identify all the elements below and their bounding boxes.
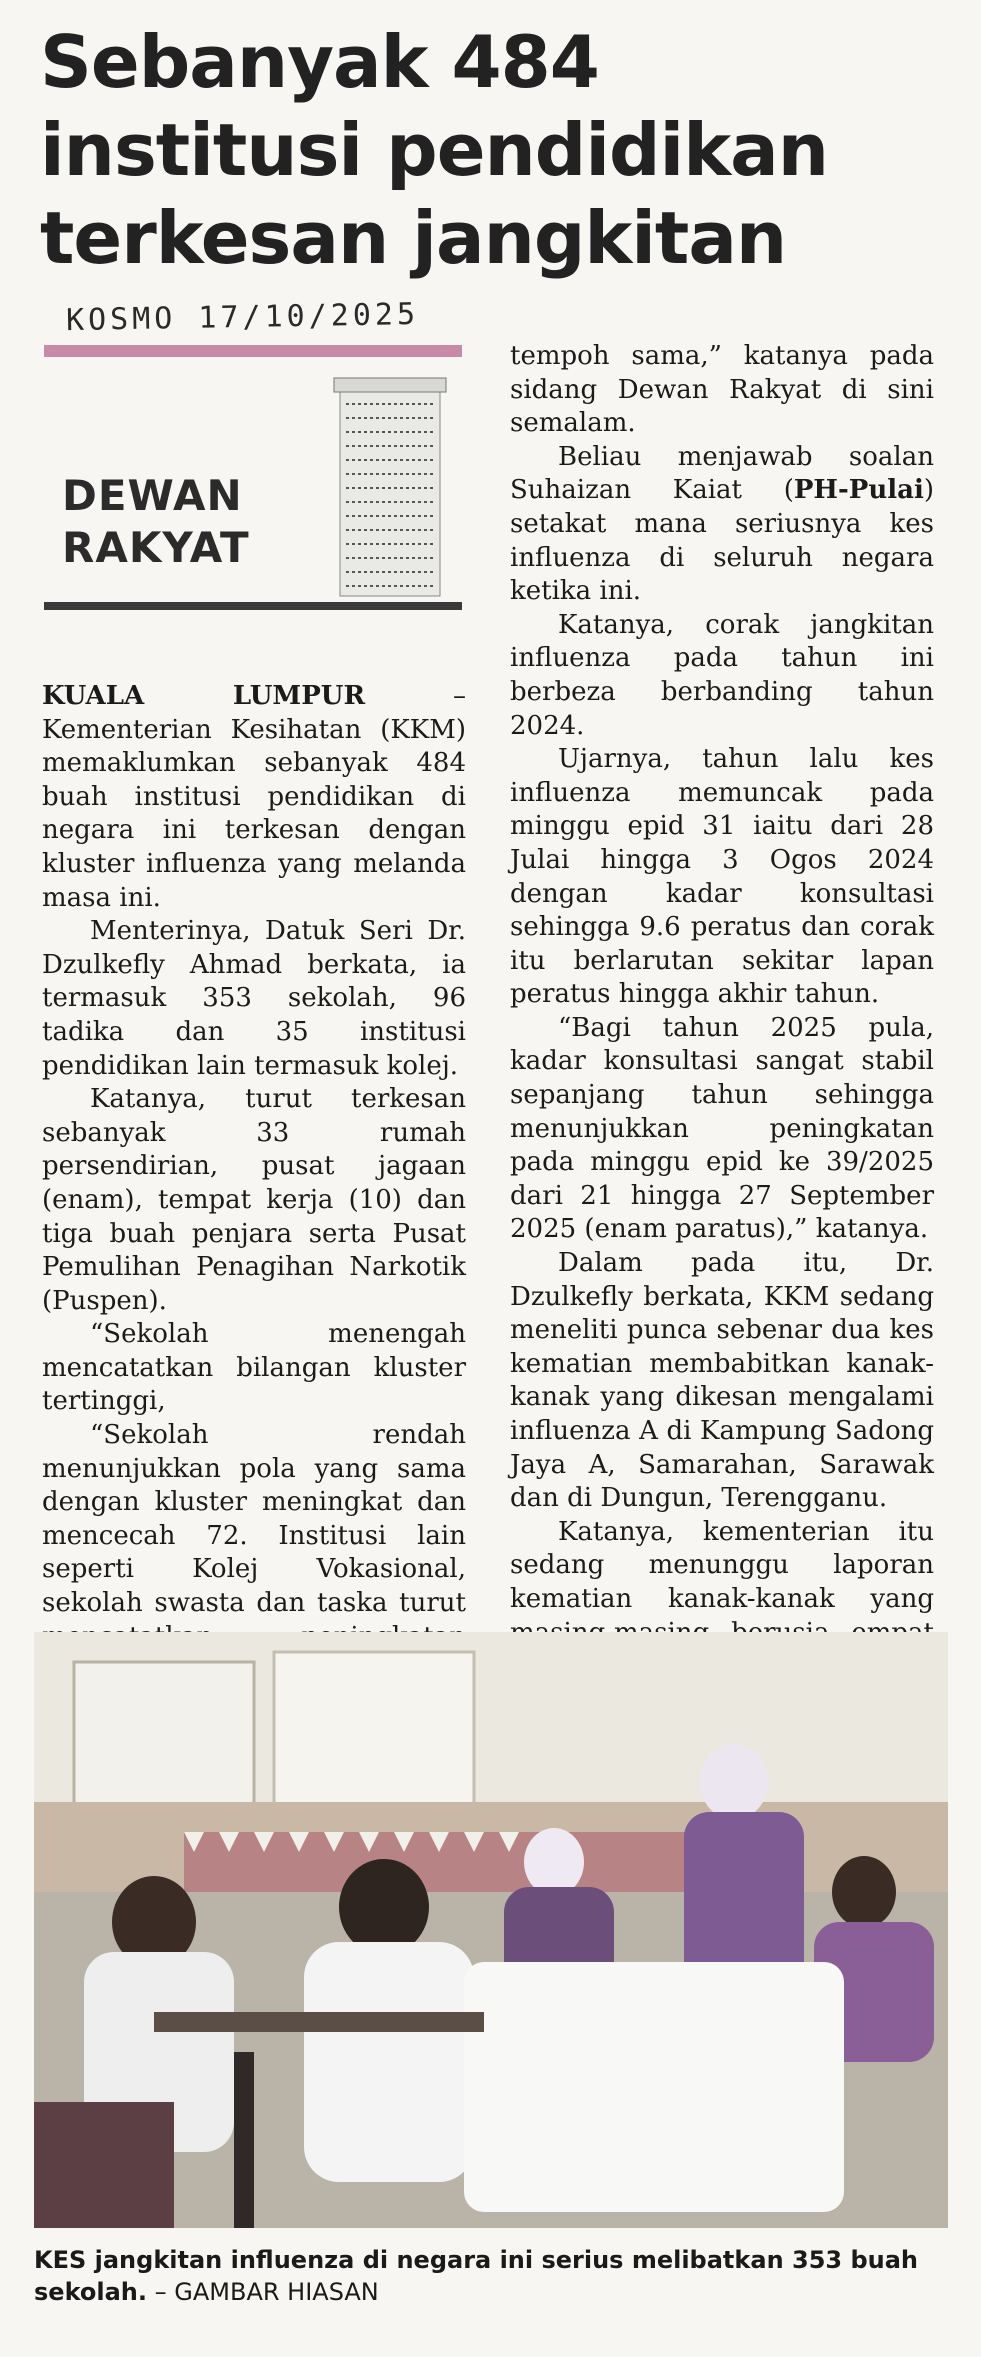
headline [40, 18, 960, 282]
accent-bar [44, 345, 462, 357]
article-paragraph: “Sekolah menengah mencatatkan bilangan kluster tertinggi, [42, 1319, 466, 1417]
article-paragraph: Katanya, corak jangkitan influenza pada tahun ini berbeza berbanding tahun 2024. [510, 609, 934, 741]
article-paragraph: Dalam pada itu, Dr. Dzulkefly berkata, KKM sedang meneliti punca sebenar dua kes kematian membabitkan kanak-kanak yang dikesan mengalami influenza A di Kampung Sadong Jaya A, Samarahan, Sarawak dan di Dungun, Terengganu. [510, 1248, 934, 1514]
handwritten-source-note: KOSMO 17/10/2025 [65, 296, 420, 339]
section-divider [44, 602, 462, 610]
headline-line-3: terkesan jangkitan [40, 196, 787, 280]
dateline: KUALA LUMPUR [42, 681, 366, 711]
section-label [62, 470, 250, 574]
section-label-line-1: DEWAN [62, 471, 243, 520]
article-paragraph: tempoh sama,” katanya pada sidang Dewan Rakyat di sini semalam. [510, 341, 934, 439]
article-paragraph: Katanya, turut terkesan sebanyak 33 rumah persendirian, pusat jagaan (enam), tempat kerja (10) dan tiga buah penjara serta Pusat Pemulihan Penagihan Narkotik (Puspen). [42, 1084, 466, 1316]
party-label: PH-Pulai [793, 475, 924, 506]
caption-text: KES jangkitan influenza di negara ini serius melibatkan 353 buah sekolah. [34, 2246, 919, 2306]
article-paragraph: “Bagi tahun 2025 pula, kadar konsultasi sangat stabil sepanjang tahun sehingga menunjukkan peningkatan pada minggu epid ke 39/2025 dari 21 hingga 27 September 2025 (enam paratus),” katanya. [510, 1012, 934, 1245]
parliament-building-icon [320, 370, 460, 600]
headline-line-2: institusi pendidikan [40, 108, 828, 192]
article-paragraph: Menterinya, Datuk Seri Dr. Dzulkefly Ahmad berkata, ia termasuk 353 sekolah, 96 tadika dan 35 institusi pendidikan lain termasuk kolej. [42, 916, 466, 1081]
caption-credit: – GAMBAR HIASAN [147, 2278, 379, 2306]
article-column-left [42, 680, 466, 1688]
article-paragraph: Beliau menjawab soalan Suhaizan Kaiat (PH-Pulai) setakat mana seriusnya kes influenza di seluruh negara ketika ini. [510, 441, 934, 607]
article-paragraph: Ujarnya, tahun lalu kes influenza memuncak pada minggu epid 31 iaitu dari 28 Julai hingga 3 Ogos 2024 dengan kadar konsultasi sehingga 9.6 peratus dan corak itu berlarutan sekitar lapan peratus hingga akhir tahun. [510, 744, 934, 1010]
article-paragraph: “Sekolah rendah menunjukkan pola yang sama dengan kluster meningkat dan mencecah 72. Institusi lain seperti Kolej Vokasional, sekolah swasta dan taska turut [42, 1420, 466, 1619]
photo-caption [34, 2244, 948, 2308]
article-column-right [510, 340, 934, 1684]
classroom-photo [34, 1632, 948, 2228]
headline-line-1: Sebanyak 484 [40, 20, 599, 104]
article-paragraph: Katanya, kementerian itu sedang menunggu laporan kematian kanak-kanak yang [510, 1516, 934, 1614]
article-paragraph: KUALA LUMPUR – Kementerian Kesihatan (KKM) memaklumkan sebanyak 484 buah institusi pendidikan di negara ini terkesan dengan kluster influenza yang melanda masa ini. [42, 681, 467, 913]
section-label-line-2: RAKYAT [62, 523, 250, 572]
